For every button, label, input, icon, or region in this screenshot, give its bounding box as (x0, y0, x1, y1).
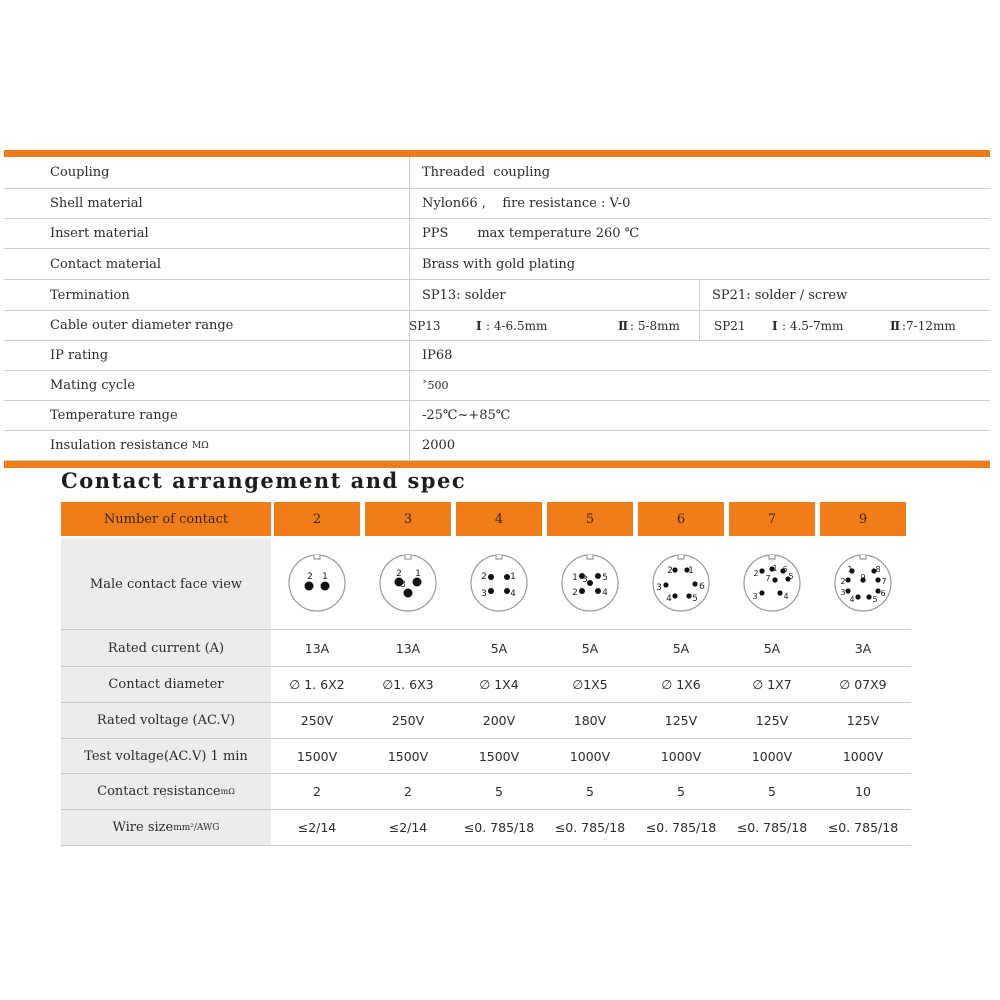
pin-label: 4 (510, 589, 516, 599)
key-notch (769, 555, 775, 559)
section-title: Contact arrangement and spec (61, 468, 467, 493)
pin-label: 7 (881, 577, 887, 586)
spec-label: Termination (50, 287, 130, 303)
pin (663, 582, 668, 587)
spec-value: Brass with gold plating (422, 256, 576, 272)
table-cell: 5A (490, 640, 508, 656)
spec-label: Contact material (50, 256, 162, 272)
table-cell: 1000V (842, 748, 884, 764)
table-cell: ∅ 1. 6X2 (289, 677, 345, 692)
pin (305, 582, 314, 591)
label-unit: mm²/AWG (173, 822, 220, 833)
spec-label: Insert material (50, 226, 149, 241)
spec-row-mating (4, 371, 990, 401)
label-text: Contact resistance (97, 784, 221, 799)
table-cell: 5A (763, 640, 781, 656)
pin (504, 588, 510, 594)
connector-face-6-pin (646, 548, 716, 618)
pin (686, 593, 691, 598)
key-notch (496, 555, 502, 559)
pin (672, 567, 677, 572)
pin (692, 581, 697, 586)
table-cell: 2 (313, 784, 321, 799)
spec-label: Mating cycle (50, 378, 136, 393)
table-cell: 5A (581, 640, 599, 656)
top-orange-bar (4, 150, 990, 157)
pin (759, 590, 764, 595)
spec-row-shell (4, 189, 990, 219)
header-count: 9 (820, 502, 906, 536)
cable-sp21-ii: :7-12mm (902, 318, 956, 333)
table-cell: ∅1X5 (572, 677, 608, 692)
table-cell: 1500V (387, 748, 429, 764)
table-cell: ≤0. 785/18 (736, 820, 808, 835)
pin-label: 2 (840, 577, 846, 586)
pin (772, 577, 777, 582)
cable-sp21-i-mark: Ⅰ (772, 318, 778, 333)
table-cell: 125V (846, 713, 880, 728)
connector-face-9-pin (828, 548, 898, 618)
table-cell: ≤0. 785/18 (827, 820, 899, 835)
pin (866, 594, 871, 599)
header-count: 4 (456, 502, 542, 536)
table-cell: 5A (672, 640, 690, 656)
pin (759, 568, 764, 573)
pin-label: 1 (688, 566, 694, 576)
spec-value: -25℃~+85℃ (422, 408, 511, 423)
table-cell: 180V (573, 713, 607, 728)
spec-label: Cable outer diameter range (50, 318, 234, 333)
table-cell: 3A (854, 640, 872, 656)
spec-row-coupling (4, 157, 990, 189)
label-text: Wire size (112, 820, 174, 835)
connector-outline (380, 555, 436, 611)
key-notch (405, 555, 411, 559)
cable-sp13-ii: : 5-8mm (630, 318, 680, 333)
pin-label: 8 (875, 565, 881, 574)
table-cell: ∅ 07X9 (839, 677, 887, 692)
pin-label: 2 (753, 569, 759, 578)
table-cell: ∅ 1X6 (661, 677, 701, 692)
pin-label: 3 (582, 575, 588, 585)
table-cell: ≤2/14 (388, 820, 428, 835)
table-cell: 5 (586, 784, 594, 799)
label-contact-resistance (61, 774, 271, 809)
connector-face-2-pin (282, 548, 352, 618)
label-contact-diameter: Contact diameter (61, 667, 271, 702)
pin-label: 5 (872, 595, 878, 604)
table-cell: ∅ 1X4 (479, 677, 519, 692)
pin (672, 593, 677, 598)
spec-value: Nylon66 , fire resistance : V-0 (422, 196, 631, 211)
table-cell: 200V (482, 713, 516, 728)
cable-sp13: SP13 (409, 318, 441, 333)
spec-value: IP68 (422, 348, 453, 363)
spec-row-temperature (4, 401, 990, 431)
pin-label: 6 (782, 565, 788, 574)
pin-label: 2 (667, 566, 673, 576)
spec-row-termination (4, 280, 990, 311)
pin-label: 6 (699, 582, 705, 592)
spec-label (50, 431, 209, 460)
spec-label-text: Insulation resistance (50, 438, 188, 453)
pin (321, 582, 330, 591)
table-cell: 250V (300, 713, 334, 728)
label-rated-voltage: Rated voltage (AC.V) (61, 703, 271, 738)
table-cell: 13A (304, 640, 330, 656)
key-notch (314, 555, 320, 559)
pin-label: 9 (860, 573, 866, 582)
pin-label: 4 (849, 595, 855, 604)
table-cell: 13A (395, 640, 421, 656)
pin-label: 1 (510, 572, 516, 582)
spec-row-insulation (4, 431, 990, 461)
spec-value: Threaded coupling (422, 165, 551, 180)
pin (845, 588, 850, 593)
table-cell: ≤0. 785/18 (554, 820, 626, 835)
row-divider (61, 845, 911, 846)
table-cell: 5 (768, 784, 776, 799)
pin-label: 1 (847, 565, 853, 574)
spec-label: Coupling (50, 165, 110, 180)
spec-table (4, 150, 990, 468)
table-cell: 1500V (296, 748, 338, 764)
spec-value: ˃500 (422, 379, 449, 392)
pin-label: 2 (396, 569, 402, 579)
spec-value-sp13: SP13: solder (422, 287, 506, 303)
label-wire-size (61, 810, 271, 845)
pin-label: 3 (656, 583, 662, 593)
pin-label: 2 (307, 572, 313, 582)
pin-label: 5 (602, 573, 608, 583)
pin-label: 3 (840, 588, 846, 597)
cable-sp21-i: : 4.5-7mm (782, 318, 844, 333)
pin-label: 5 (788, 572, 794, 581)
connector-face-5-pin (555, 548, 625, 618)
connector-outline (471, 555, 527, 611)
table-cell: ≤0. 785/18 (463, 820, 535, 835)
header-count: 7 (729, 502, 815, 536)
connector-outline (289, 555, 345, 611)
cable-sp13-i-mark: Ⅰ (476, 318, 482, 333)
table-cell: 125V (755, 713, 789, 728)
table-cell: 5 (495, 784, 503, 799)
pin-label: 2 (481, 572, 487, 582)
table-cell: ≤0. 785/18 (645, 820, 717, 835)
spec-row-cable-range (4, 311, 990, 341)
label-test-voltage: Test voltage(AC.V) 1 min (61, 739, 271, 773)
table-cell: ∅1. 6X3 (382, 677, 434, 692)
pin (488, 588, 494, 594)
header-count: 2 (274, 502, 360, 536)
table-cell: 10 (855, 784, 871, 799)
key-notch (860, 555, 866, 559)
pin-label: 3 (400, 580, 406, 590)
pin (595, 588, 601, 594)
pin-label: 4 (666, 594, 672, 604)
pin-label: 1 (322, 572, 328, 582)
pin-label: 1 (772, 564, 778, 573)
header-count: 6 (638, 502, 724, 536)
pin-label: 4 (783, 592, 789, 601)
cable-sp21: SP21 (714, 318, 746, 333)
header-number-of-contact: Number of contact (61, 502, 271, 536)
cable-sp13-i: : 4-6.5mm (486, 318, 548, 333)
label-unit: mΩ (220, 787, 235, 796)
key-notch (678, 555, 684, 559)
spec-row-ip (4, 341, 990, 371)
pin-label: 1 (415, 569, 421, 579)
table-cell: 1500V (478, 748, 520, 764)
table-cell: ∅ 1X7 (752, 677, 792, 692)
connector-face-4-pin (464, 548, 534, 618)
pin-label: 2 (572, 588, 578, 598)
spec-label: IP rating (50, 348, 109, 363)
table-cell: ≤2/14 (297, 820, 337, 835)
spec-value: PPS max temperature 260 ℃ (422, 226, 640, 241)
spec-row-contact-material (4, 249, 990, 280)
table-cell: 1000V (569, 748, 611, 764)
bottom-orange-bar (4, 461, 990, 468)
connector-face-3-pin (373, 548, 443, 618)
pin (875, 577, 880, 582)
table-cell: 125V (664, 713, 698, 728)
pin-label: 4 (602, 588, 608, 598)
table-cell: 250V (391, 713, 425, 728)
spec-row-insert (4, 219, 990, 249)
table-cell: 1000V (751, 748, 793, 764)
cable-sp13-ii-mark: Ⅱ (618, 318, 629, 333)
connector-face-7-pin (737, 548, 807, 618)
table-cell: 2 (404, 784, 412, 799)
pin (587, 580, 593, 586)
spec-label: Shell material (50, 196, 143, 211)
table-cell: 5 (677, 784, 685, 799)
pin (845, 577, 850, 582)
header-count: 3 (365, 502, 451, 536)
spec-value: 2000 (422, 438, 456, 453)
spec-label-unit: MΩ (192, 440, 209, 451)
label-face-view: Male contact face view (61, 538, 271, 630)
spec-label: Temperature range (50, 408, 178, 423)
pin-label: 3 (481, 589, 487, 599)
pin (855, 594, 860, 599)
pin (579, 588, 585, 594)
table-cell: 1000V (660, 748, 702, 764)
pin (488, 574, 494, 580)
pin-label: 5 (692, 594, 698, 604)
key-notch (587, 555, 593, 559)
pin-label: 1 (572, 573, 578, 583)
label-rated-current: Rated current (A) (61, 630, 271, 666)
pin (595, 573, 601, 579)
cable-sp21-ii-mark: Ⅱ (890, 318, 901, 333)
pin-label: 7 (765, 574, 771, 583)
pin (777, 590, 782, 595)
pin (504, 574, 510, 580)
spec-value-sp21: SP21: solder / screw (712, 287, 848, 303)
pin-label: 6 (880, 589, 886, 598)
header-count: 5 (547, 502, 633, 536)
pin-label: 3 (752, 592, 758, 601)
